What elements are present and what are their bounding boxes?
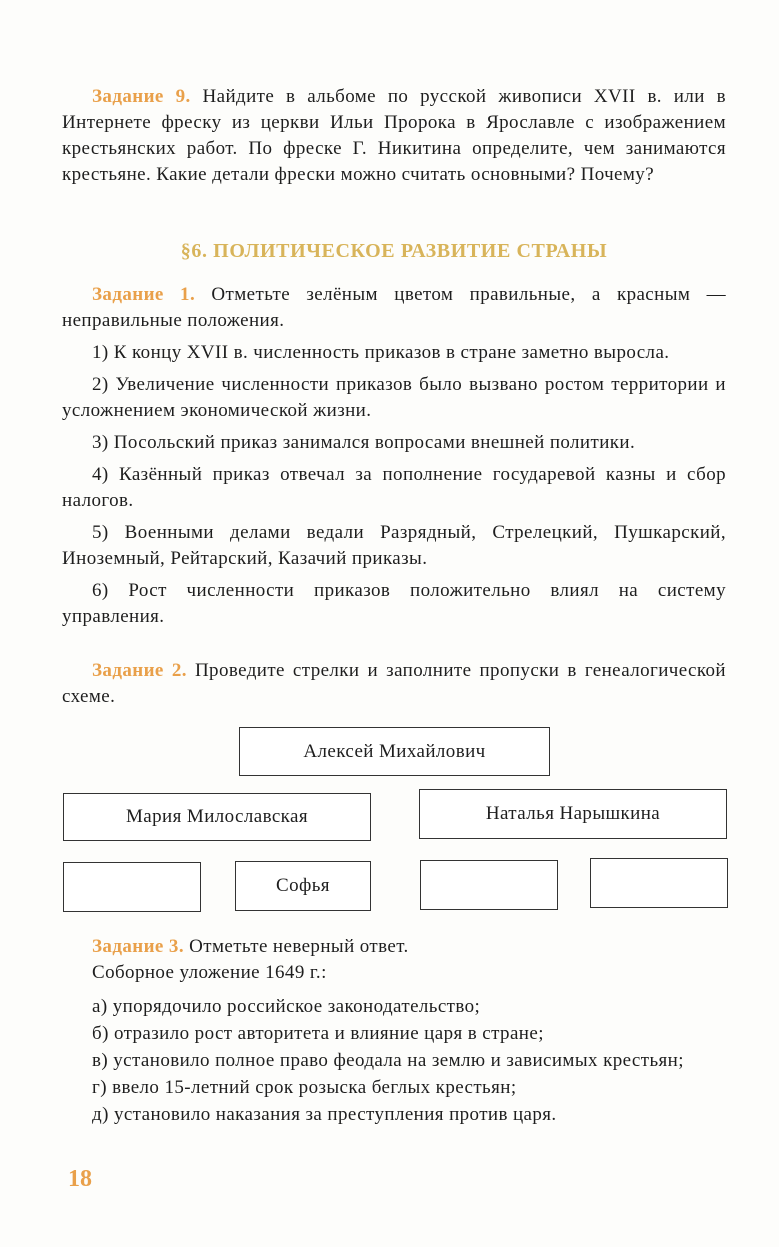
tree-box-root: Алексей Михайлович: [239, 727, 550, 776]
statement-item: 4) Казённый приказ отвечал за пополнение государевой казны и сбор налогов.: [62, 464, 726, 511]
tree-box-empty[interactable]: [420, 860, 558, 910]
tree-box-empty[interactable]: [590, 858, 728, 908]
task-text: Проведите стрелки и заполните пропуски в генеалогической схеме.: [62, 660, 727, 707]
statement-item: 1) К концу XVII в. численность приказов в стране заметно выросла.: [92, 342, 670, 363]
tree-box-sofya: Софья: [235, 861, 371, 911]
task-2: [62, 658, 726, 710]
tree-box-empty[interactable]: [63, 862, 201, 912]
task-text: Отметьте неверный ответ.: [189, 936, 409, 957]
question: Соборное уложение 1649 г.:: [92, 962, 327, 983]
task-label: Задание 2.: [92, 660, 187, 681]
tree-box-wife-1: Мария Милославская: [63, 793, 371, 841]
task-text: Найдите в альбоме по русской живописи XVII в. или в Интернете фреску из церкви Ильи Пророка в Ярославле с изображением крестьянских работ. По фреске Г. Никитина определите, чем занимаются крестьяне. Какие детали фрески можно считать основными? Почему?: [62, 86, 727, 185]
task-text: Отметьте зелёным цветом правильные, а красным — неправильные положения.: [62, 284, 726, 331]
task-label: Задание 9.: [92, 86, 191, 107]
task-3: [62, 934, 726, 1128]
statement-item: 5) Военными делами ведали Разрядный, Стрелецкий, Пушкарский, Иноземный, Рейтарский, Казачий приказы.: [62, 522, 726, 569]
answer-option: д) установило наказания за преступления против царя.: [92, 1104, 557, 1125]
task-label: Задание 3.: [92, 936, 184, 957]
answer-option: а) упорядочило российское законодательство;: [92, 996, 481, 1017]
answer-option: б) отразило рост авторитета и влияние царя в стране;: [92, 1023, 544, 1044]
tree-box-wife-2: Наталья Нарышкина: [419, 789, 727, 839]
answer-option: г) ввело 15-летний срок розыска беглых крестьян;: [92, 1077, 517, 1098]
answer-option: в) установило полное право феодала на землю и зависимых крестьян;: [92, 1050, 684, 1071]
statement-item: 2) Увеличение численности приказов было вызвано ростом территории и усложнением экономической жизни.: [62, 374, 726, 421]
statement-item: 6) Рост численности приказов положительно влиял на систему управления.: [62, 580, 726, 627]
task-1: [62, 282, 726, 630]
section-title: §6. ПОЛИТИЧЕСКОЕ РАЗВИТИЕ СТРАНЫ: [180, 240, 608, 262]
task-label: Задание 1.: [92, 284, 196, 305]
page-number: 18: [68, 1166, 92, 1192]
statement-item: 3) Посольский приказ занимался вопросами внешней политики.: [92, 432, 636, 453]
task-9: [62, 84, 726, 188]
